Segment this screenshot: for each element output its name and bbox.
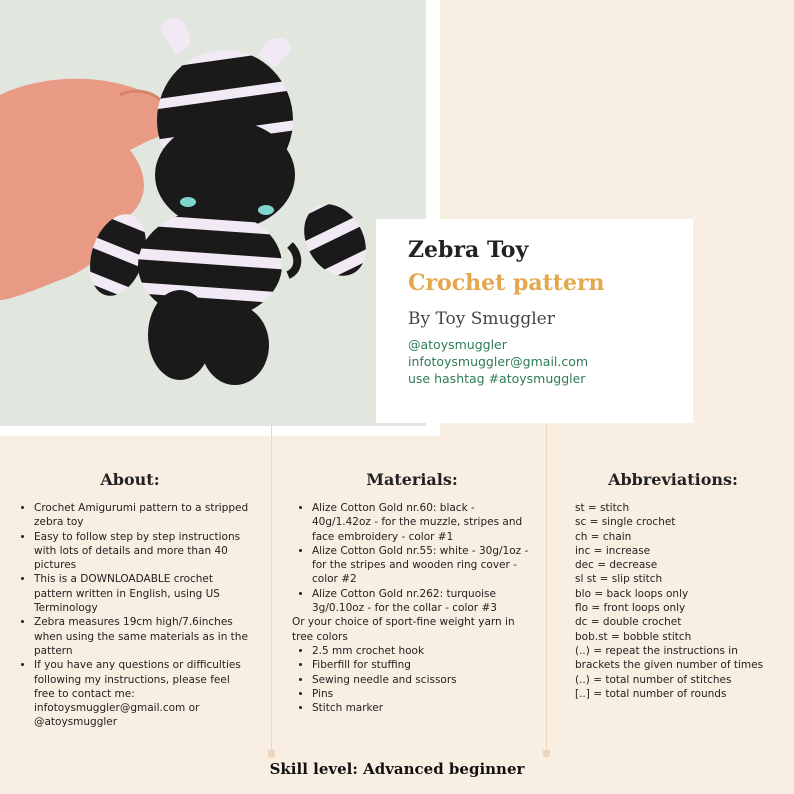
yarn-note: Or your choice of sport-fine weight yarn in tree colors (292, 616, 515, 643)
title-card (376, 219, 693, 423)
list-item: (..) = repeat the instructions in brackets the given number of times (575, 644, 764, 672)
zebra-toy-illustration (0, 0, 426, 426)
list-item: sl st = slip stitch (575, 573, 663, 586)
list-item: ch = chain (575, 530, 632, 543)
list-item: st = stitch (575, 502, 630, 514)
list-item: • Stitch marker (312, 701, 532, 715)
instagram-handle[interactable]: @atoysmuggler (408, 337, 507, 352)
materials-section (292, 470, 532, 715)
list-item: • Fiberfill for stuffing (312, 658, 532, 672)
yarn-list (292, 501, 532, 615)
column-divider-right (546, 424, 547, 758)
list-item: • This is a DOWNLOADABLE crochet pattern written in English, using US Terminology (34, 572, 250, 615)
materials-heading: Materials: (366, 470, 458, 489)
tools-list (292, 644, 532, 715)
photo-frame-bottom (0, 426, 440, 436)
author-line: By Toy Smuggler (408, 309, 555, 329)
list-item: dc = double crochet (575, 616, 682, 629)
list-item: • Alize Cotton Gold nr.60: black - 40g/1.42oz - for the muzzle, stripes and face embroidery - color #1 (312, 501, 532, 544)
about-section (10, 470, 250, 730)
abbreviations-heading: Abbreviations: (608, 470, 738, 489)
list-item: • 2.5 mm crochet hook (312, 644, 532, 658)
list-item: [..] = total number of rounds (575, 687, 727, 700)
list-item: • Alize Cotton Gold nr.262: turquoise 3g/0.10oz - for the collar - color #3 (312, 587, 532, 616)
list-item: dec = decrease (575, 559, 658, 572)
list-item: sc = single crochet (575, 516, 676, 529)
list-item: • Crochet Amigurumi pattern to a stripped zebra toy (34, 501, 250, 530)
abbreviations-list (562, 501, 784, 701)
about-heading: About: (100, 470, 160, 489)
list-item: • If you have any questions or difficulties following my instructions, please feel free to contact me: infotoysmuggler@gmail.com or @atoysmuggler (34, 658, 250, 729)
list-item: • Easy to follow step by step instructions with lots of details and more than 40 pictures (34, 530, 250, 573)
list-item: flo = front loops only (575, 602, 686, 615)
hashtag-line: use hashtag #atoysmuggler (408, 371, 586, 386)
pattern-subtitle: Crochet pattern (408, 270, 605, 296)
skill-level: Skill level: Advanced beginner (269, 760, 525, 778)
column-divider-left (271, 424, 272, 758)
pattern-title: Zebra Toy (408, 237, 529, 263)
list-item: • Alize Cotton Gold nr.55: white - 30g/1oz - for the stripes and wooden ring cover - color #2 (312, 544, 532, 587)
list-item: blo = back loops only (575, 587, 689, 600)
list-item: inc = increase (575, 544, 651, 557)
list-item: • Pins (312, 687, 532, 701)
contact-email[interactable]: infotoysmuggler@gmail.com (408, 354, 589, 369)
zebra-toy-photo (0, 0, 426, 426)
list-item: • Zebra measures 19cm high/7.6inches when using the same materials as in the pattern (34, 615, 250, 658)
list-item: • Sewing needle and scissors (312, 673, 532, 687)
list-item: bob.st = bobble stitch (575, 630, 692, 643)
about-list (10, 501, 250, 730)
list-item: (..) = total number of stitches (575, 673, 732, 686)
abbreviations-section (562, 470, 784, 701)
